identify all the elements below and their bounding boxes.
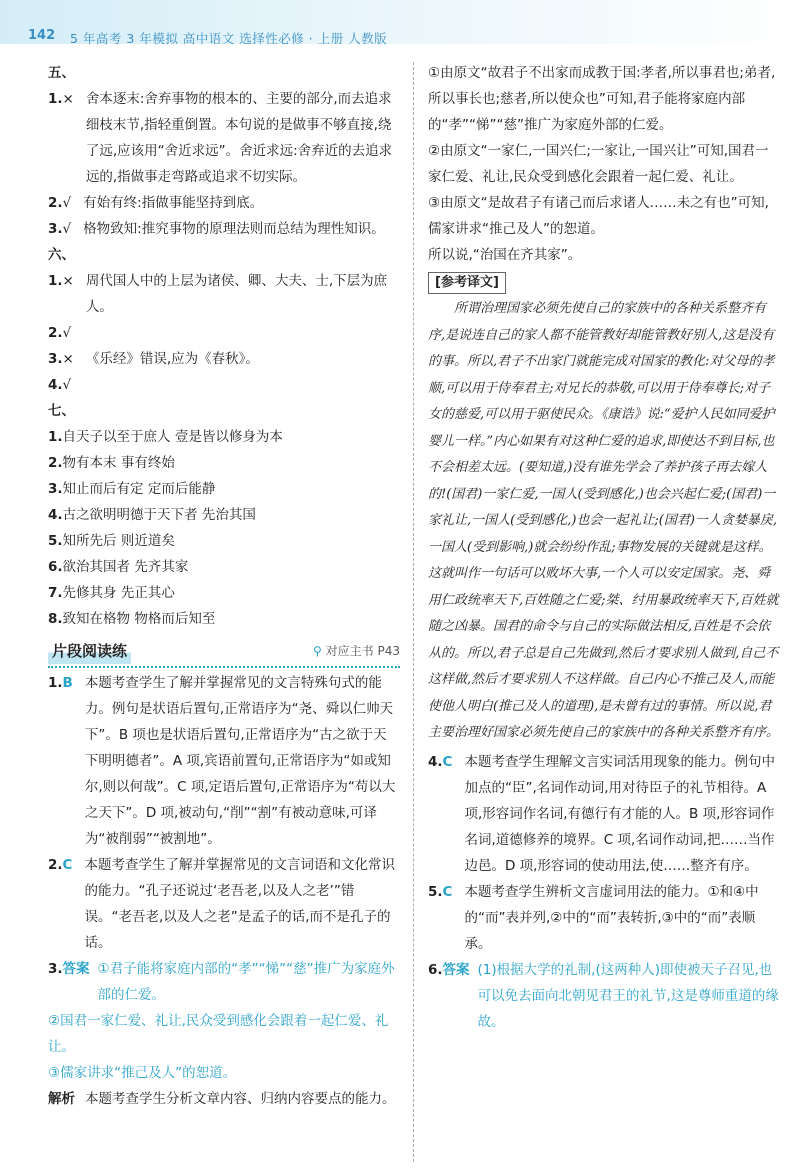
list-item: 1. 自天子以至于庶人 壹是皆以修身为本 bbox=[48, 429, 283, 445]
section-5-title: 五、 bbox=[48, 65, 75, 81]
list-item: 5. 知所先后 则近道矣 bbox=[48, 533, 175, 549]
list-item: 3. × 《乐经》错误,应为《春秋》。 bbox=[48, 351, 259, 367]
answer-letter: C bbox=[62, 857, 73, 873]
list-item: 1. × 周代国人中的上层为诸侯、卿、大夫、士,下层为庶人。 bbox=[48, 273, 388, 315]
analysis-point-1: ①由原文“故君子不出家而成教于国:孝者,所以事君也;弟者,所以事长也;慈者,所以使众也”可知,君子能将家庭内部的“孝”“悌”“慈”推广为家庭外部的仁爱。 bbox=[428, 65, 776, 133]
analysis-conclusion: 所以说,“治国在齐其家”。 bbox=[428, 247, 582, 263]
right-column bbox=[428, 60, 780, 1035]
page-number: 142 bbox=[28, 28, 56, 43]
answer-point-3: ③儒家讲求“推己及人”的恕道。 bbox=[48, 1065, 237, 1081]
list-item: 3. 知止而后有定 定而后能静 bbox=[48, 481, 216, 497]
question-4: 4. C 本题考查学生理解文言实词活用现象的能力。例句中加点的“臣”,名词作动词,用对待臣子的礼节相待。A 项,形容词作名词,有德行有才能的人。B 项,形容词作名词,道德修养的境界。C 项,名词作动词,把……当作边邑。D 项,形容词的使动用法,使……整齐有序。 bbox=[428, 749, 780, 879]
fragment-reading-title: 片段阅读练 bbox=[48, 638, 131, 664]
answer-letter: C bbox=[442, 753, 453, 770]
list-item: 6. 欲治其国者 先齐其家 bbox=[48, 559, 189, 575]
list-item: 2. 物有本末 事有终始 bbox=[48, 455, 175, 471]
question-3: 3. 答案 ①君子能将家庭内部的“孝”“悌”“慈”推广为家庭外部的仁爱。 bbox=[48, 956, 400, 1008]
analysis-label: 解析 bbox=[48, 1091, 75, 1107]
page-header bbox=[0, 0, 800, 44]
column-divider bbox=[413, 62, 414, 1162]
list-item: 7. 先修其身 先正其心 bbox=[48, 585, 175, 601]
analysis: 解析 本题考查学生分析文章内容、归纳内容要点的能力。 bbox=[48, 1086, 400, 1112]
question-1: 1. B 本题考查学生了解并掌握常见的文言特殊句式的能力。例句是状语后置句,正常语序为“尧、舜以仁帅天下”。B 项也是状语后置句,正常语序为“古之欲于天下明明德者”。A 项,宾语前置句,正常语序为“如或知尔,则以何哉”。C 项,定语后置句,正常语序为“苟以大之天下”。D 项,被动句,“削”“割”有被动意味,可译为“被削弱”“被割地”。 bbox=[48, 670, 400, 852]
section-7-title: 七、 bbox=[48, 403, 75, 419]
answer-point-2: ②国君一家仁爱、礼让,民众受到感化会跟着一起仁爱、礼让。 bbox=[48, 1013, 389, 1055]
header-title: 5 年高考 3 年模拟 高中语文 选择性必修 · 上册 人教版 bbox=[70, 31, 388, 46]
answer-letter: C bbox=[442, 883, 453, 900]
list-item: 2. √ bbox=[48, 325, 72, 341]
list-item: 2. √ 有始有终:指做事能坚持到底。 bbox=[48, 195, 264, 211]
search-icon: ⚲ bbox=[313, 644, 322, 658]
list-item: 3. √ 格物致知:推究事物的原理法则而总结为理性知识。 bbox=[48, 221, 385, 237]
list-item: 4. 古之欲明明德于天下者 先治其国 bbox=[48, 507, 256, 523]
analysis-point-3: ③由原文“是故君子有诸己而后求诸人……未之有也”可知,儒家讲求“推己及人”的恕道。 bbox=[428, 195, 769, 237]
analysis-point-2: ②由原文“一家仁,一国兴仁;一家让,一国兴让”可知,国君一家仁爱、礼让,民众受到感化会跟着一起仁爱、礼让。 bbox=[428, 143, 769, 185]
answer-letter: B bbox=[62, 675, 73, 691]
question-6: 6. 答案 (1)根据大学的礼制,(这两种人)即使被天子召见,也可以免去面向北朝见君王的礼节,这是尊师重道的缘故。 bbox=[428, 957, 780, 1035]
answer-label: 答案 bbox=[62, 961, 90, 977]
fragment-reading-header bbox=[48, 638, 400, 668]
left-column bbox=[48, 60, 400, 1112]
list-item: 1. × 舍本逐末:舍弃事物的根本的、主要的部分,而去追求细枝末节,指轻重倒置。本句说的是做事不够直接,绕了远,应该用“舍近求远”。舍近求远:舍弃近的去追求远的,指做事走弯路或追求不切实际。 bbox=[48, 91, 393, 185]
question-5: 5. C 本题考查学生辨析文言虚词用法的能力。①和④中的“而”表并列,②中的“而”表转折,③中的“而”表顺承。 bbox=[428, 879, 780, 957]
answer-label: 答案 bbox=[442, 961, 470, 978]
section-6-title: 六、 bbox=[48, 247, 75, 263]
list-item: 8. 致知在格物 物格而后知至 bbox=[48, 611, 216, 627]
list-item: 4. √ bbox=[48, 377, 72, 393]
reference-translation: 所谓治理国家必须先使自己的家族中的各种关系整齐有序,是说连自己的家人都不能管教好却能管教好别人,这是没有的事。所以,君子不出家门就能完成对国家的教化:对父母的孝顺,可以用于侍奉君主;对兄长的恭敬,可以用于侍奉尊长;对子女的慈爱,可以用于驱使民众。《康诰》说:“爱护人民如同爱护婴儿一样。”内心如果有对这种仁爱的追求,即使达不到目标,也不会相差太远。(要知道,)没有谁先学会了养护孩子再去嫁人的!(国君)一家仁爱,一国人(受到感化,)也会兴起仁爱;(国君)一家礼让,一国人(受到感化,)也会一起礼让;(国君)一人贪婪暴戾,一国人(受到影响,)就会纷纷作乱;事物发展的关键就是这样。这就叫作一句话可以败坏大事,一个人可以安定国家。尧、舜用仁政统率天下,百姓随之仁爱;桀、纣用暴政统率天下,百姓就随之凶暴。国君的命令与自己的实际做法相反,百姓是不会依从的。所以,君子总是自己先做到,然后才要求别人做到,自己不这样做,然后才要求别人不这样做。自己内心不推己及人,而能使他人明白(推己及人的道理),是未曾有过的事情。所以说,君主要治理好国家必须先使自己的家族中的各种关系整齐有序。 bbox=[428, 301, 780, 740]
reference-translation-title: [参考译文] bbox=[428, 272, 506, 294]
question-2: 2. C 本题考查学生了解并掌握常见的文言词语和文化常识的能力。“孔子还说过‘老吾老,以及人之老’”错误。“老吾老,以及人之老”是孟子的话,而不是孔子的话。 bbox=[48, 852, 400, 956]
main-book-reference: ⚲ 对应主书 P43 bbox=[313, 644, 400, 658]
